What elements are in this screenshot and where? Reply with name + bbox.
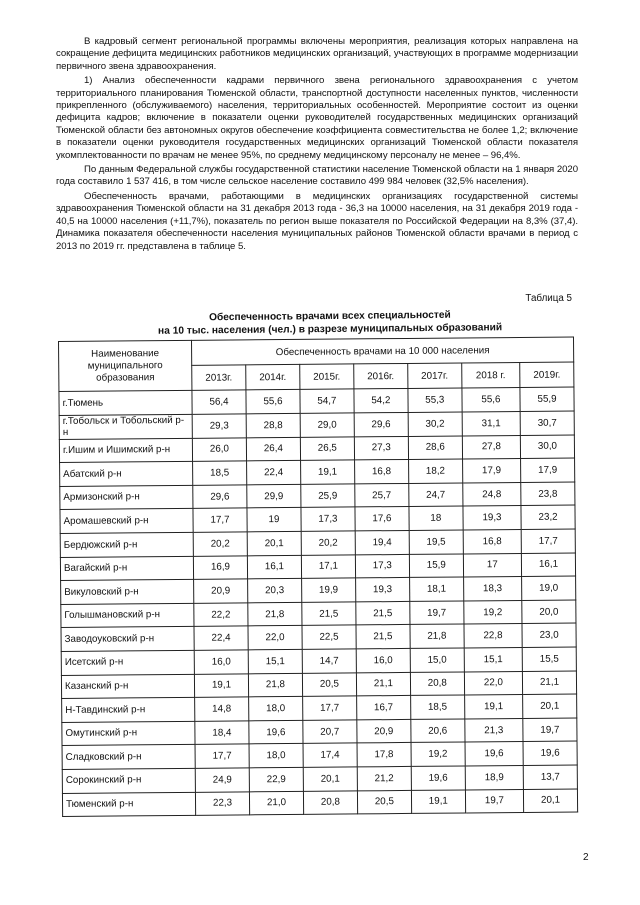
year-header: 2018 г. (461, 362, 519, 388)
municipality-name: Бердюжский р-н (60, 532, 193, 557)
value-cell: 18,1 (409, 577, 463, 601)
value-cell: 22,0 (464, 671, 522, 695)
value-cell: 15,9 (409, 554, 463, 578)
value-cell: 14,7 (302, 649, 356, 673)
value-cell: 19,1 (411, 789, 465, 813)
value-cell: 54,7 (300, 389, 354, 413)
value-cell: 21,2 (357, 766, 411, 790)
municipality-name: г.Тобольск и Тобольский р-н (59, 414, 192, 439)
municipality-name: Н-Тавдинский р-н (62, 697, 195, 722)
municipality-name: Аромашевский р-н (60, 509, 193, 534)
value-cell: 55,6 (462, 387, 520, 411)
value-cell: 20,8 (410, 671, 464, 695)
value-cell: 18,3 (463, 577, 521, 601)
value-cell: 29,0 (300, 413, 354, 437)
value-cell: 20,2 (301, 531, 355, 555)
value-cell: 22,2 (194, 603, 248, 627)
value-cell: 17 (463, 553, 521, 577)
table-title-line: на 10 тыс. населения (чел.) в разрезе муниципальных образований (157, 322, 503, 337)
value-cell: 21,8 (410, 624, 464, 648)
municipality-name: Сладковский р-н (62, 745, 195, 770)
value-cell: 13,7 (523, 765, 577, 789)
value-cell: 26,0 (192, 437, 246, 461)
value-cell: 17,3 (355, 554, 409, 578)
value-cell: 19,1 (300, 460, 354, 484)
value-cell: 23,0 (522, 623, 576, 647)
value-cell: 20,8 (303, 790, 357, 814)
value-cell: 21,1 (522, 671, 576, 695)
value-cell: 25,7 (355, 483, 409, 507)
value-cell: 22,4 (194, 626, 248, 650)
municipality-name: Казанский р-н (61, 674, 194, 699)
value-cell: 22,3 (195, 791, 249, 815)
year-header: 2016г. (354, 363, 408, 388)
value-cell: 19,6 (249, 720, 303, 744)
municipality-name: Тюменский р-н (62, 792, 195, 817)
value-cell: 24,7 (409, 483, 463, 507)
year-header: 2019г. (520, 362, 574, 387)
value-cell: 19,6 (465, 742, 523, 766)
table-title (120, 308, 540, 338)
value-cell: 22,5 (302, 625, 356, 649)
value-cell: 15,1 (248, 649, 302, 673)
value-cell: 17,3 (301, 507, 355, 531)
value-cell: 23,2 (521, 505, 575, 529)
value-cell: 20,5 (302, 672, 356, 696)
table-body (59, 387, 578, 817)
municipality-name: Армизонский р-н (60, 485, 193, 510)
paragraph: В кадровый сегмент региональной программы включены мероприятия, реализация которых направлена на сокращение дефицита медицинских работников медицинских организаций, участвующих в программе модернизации первичного звена здравоохранения. (56, 36, 578, 72)
value-cell: 30,7 (520, 411, 574, 435)
value-cell: 25,9 (301, 484, 355, 508)
municipality-name: Сорокинский р-н (62, 768, 195, 793)
value-cell: 16,8 (354, 460, 408, 484)
value-cell: 20,1 (523, 694, 577, 718)
value-cell: 18 (409, 506, 463, 530)
value-cell: 18,5 (410, 695, 464, 719)
value-cell: 18,5 (193, 461, 247, 485)
table-title-line: Обеспеченность врачами всех специальностей (209, 309, 451, 324)
value-cell: 54,2 (354, 388, 408, 412)
table-label: Таблица 5 (525, 293, 572, 304)
value-cell: 19,9 (301, 578, 355, 602)
value-cell: 19,7 (465, 789, 523, 813)
value-cell: 20,1 (247, 531, 301, 555)
value-cell: 16,7 (356, 696, 410, 720)
value-cell: 18,4 (195, 721, 249, 745)
value-cell: 19 (247, 508, 301, 532)
value-cell: 31,1 (462, 411, 520, 436)
value-cell: 27,3 (354, 436, 408, 460)
value-cell: 21,5 (302, 602, 356, 626)
value-cell: 21,5 (356, 601, 410, 625)
value-cell: 16,1 (247, 555, 301, 579)
value-cell: 17,7 (521, 529, 575, 553)
municipality-name: Исетский р-н (61, 650, 194, 675)
value-cell: 29,9 (247, 484, 301, 508)
value-cell: 19,3 (355, 578, 409, 602)
value-cell: 55,9 (520, 387, 574, 411)
value-cell: 17,9 (462, 459, 520, 483)
municipality-name: Голышмановский р-н (61, 603, 194, 628)
value-cell: 17,1 (301, 554, 355, 578)
value-cell: 55,6 (246, 389, 300, 413)
value-cell: 19,2 (464, 600, 522, 624)
value-cell: 29,3 (192, 413, 246, 437)
value-cell: 26,5 (300, 437, 354, 461)
body-text (56, 36, 578, 255)
value-cell: 26,4 (246, 437, 300, 461)
year-header: 2014г. (246, 364, 300, 389)
value-cell: 18,9 (465, 765, 523, 789)
value-cell: 20,0 (522, 600, 576, 624)
value-cell: 19,5 (409, 530, 463, 554)
value-cell: 17,4 (303, 743, 357, 767)
value-cell: 19,6 (523, 741, 577, 765)
value-cell: 17,8 (357, 743, 411, 767)
value-cell: 16,0 (356, 648, 410, 672)
value-cell: 30,2 (408, 412, 462, 436)
value-cell: 55,3 (408, 388, 462, 412)
value-cell: 16,0 (194, 650, 248, 674)
value-cell: 17,6 (355, 507, 409, 531)
value-cell: 20,9 (357, 719, 411, 743)
value-cell: 20,9 (194, 579, 248, 603)
value-cell: 19,6 (411, 766, 465, 790)
value-cell: 15,1 (464, 647, 522, 671)
value-cell: 19,4 (355, 530, 409, 554)
value-cell: 19,0 (522, 576, 576, 600)
value-cell: 22,0 (248, 626, 302, 650)
value-cell: 23,8 (521, 482, 575, 506)
value-cell: 20,6 (411, 719, 465, 743)
value-cell: 16,9 (193, 555, 247, 579)
municipality-name: Заводоуковский р-н (61, 627, 194, 652)
value-cell: 21,0 (249, 791, 303, 815)
value-cell: 30,0 (520, 435, 574, 459)
value-cell: 18,0 (249, 744, 303, 768)
value-cell: 27,8 (462, 435, 520, 459)
value-cell: 16,1 (521, 553, 575, 577)
value-cell: 22,8 (464, 624, 522, 648)
row-header: Наименование муниципального образования (59, 340, 192, 391)
value-cell: 22,9 (249, 767, 303, 791)
page-number: 2 (583, 852, 589, 863)
value-cell: 17,7 (303, 696, 357, 720)
value-cell: 18,0 (249, 697, 303, 721)
year-header: 2013г. (192, 365, 246, 390)
municipality-name: Вагайский р-н (60, 556, 193, 581)
value-cell: 19,1 (194, 673, 248, 697)
value-cell: 28,8 (246, 413, 300, 437)
value-cell: 19,7 (410, 601, 464, 625)
municipality-name: Абатский р-н (60, 462, 193, 487)
value-cell: 21,8 (248, 673, 302, 697)
value-cell: 21,1 (356, 672, 410, 696)
value-cell: 19,3 (463, 506, 521, 530)
value-cell: 19,2 (411, 742, 465, 766)
doctors-table (58, 336, 578, 817)
value-cell: 16,8 (463, 529, 521, 553)
group-header: Обеспеченность врачами на 10 000 населения (191, 337, 573, 365)
value-cell: 17,7 (193, 508, 247, 532)
paragraph: 1) Анализ обеспеченности кадрами первичного звена регионального здравоохранения с учетом территориального планирования Тюменской области, транспортной доступности населенных пунктов, численности прикрепленного (обслуживаемого) населения, территориальных особенностей. Мероприятие состоит из оценки дефицита кадров; включение в показатели оценки руководителей государственных медицинских организаций Тюменской области без автономных округов обеспечение коэффициента совместительства не более 1,2; включение в показатели оценки руководителя государственных медицинских организаций Тюменской области показателя укомплектованности по врачам не менее 95%, по среднему медицинскому персоналу не менее – 96,4%. (56, 75, 578, 161)
value-cell: 20,2 (193, 532, 247, 556)
paragraph: Обеспеченность врачами, работающими в медицинских организациях государственной системы здравоохранения Тюменской области на 31 декабря 2013 года - 36,3 на 10000 населения, на 31 декабря 2019 года - 40,5 на 10000 населения (+11,7%), показатель по регион выше показателя по Российской Федерации на 8,3% (37,4). Динамика показателя обеспеченности населения муниципальных районов Тюменской области врачами в период с 2013 по 2019 гг. представлена в таблице 5. (56, 190, 578, 252)
value-cell: 21,3 (465, 718, 523, 742)
value-cell: 20,5 (357, 790, 411, 814)
year-header: 2017г. (408, 363, 462, 388)
value-cell: 24,8 (463, 482, 521, 506)
municipality-name: Омутинский р-н (62, 721, 195, 746)
value-cell: 19,1 (464, 695, 522, 719)
value-cell: 24,9 (195, 768, 249, 792)
year-header: 2015г. (300, 364, 354, 389)
value-cell: 17,7 (195, 744, 249, 768)
value-cell: 19,7 (523, 718, 577, 742)
value-cell: 29,6 (354, 412, 408, 436)
municipality-name: Викуловский р-н (61, 579, 194, 604)
value-cell: 14,8 (195, 697, 249, 721)
value-cell: 18,2 (408, 459, 462, 483)
value-cell: 17,9 (521, 458, 575, 482)
value-cell: 22,4 (247, 461, 301, 485)
municipality-name: г.Тюмень (59, 390, 192, 415)
value-cell: 28,6 (408, 436, 462, 460)
value-cell: 56,4 (192, 390, 246, 414)
value-cell: 21,8 (248, 602, 302, 626)
value-cell: 15,0 (410, 648, 464, 672)
value-cell: 20,3 (248, 579, 302, 603)
value-cell: 29,6 (193, 485, 247, 509)
table-row (62, 788, 577, 816)
value-cell: 21,5 (356, 625, 410, 649)
value-cell: 20,1 (303, 767, 357, 791)
paragraph: По данным Федеральной службы государственной статистики население Тюменской области на 1 января 2020 года составило 1 537 416, в том числе сельское население составило 499 984 человек (32,5% населения). (56, 164, 578, 188)
value-cell: 20,1 (523, 788, 577, 812)
municipality-name: г.Ишим и Ишимский р-н (59, 438, 192, 463)
value-cell: 20,7 (303, 720, 357, 744)
value-cell: 15,5 (522, 647, 576, 671)
